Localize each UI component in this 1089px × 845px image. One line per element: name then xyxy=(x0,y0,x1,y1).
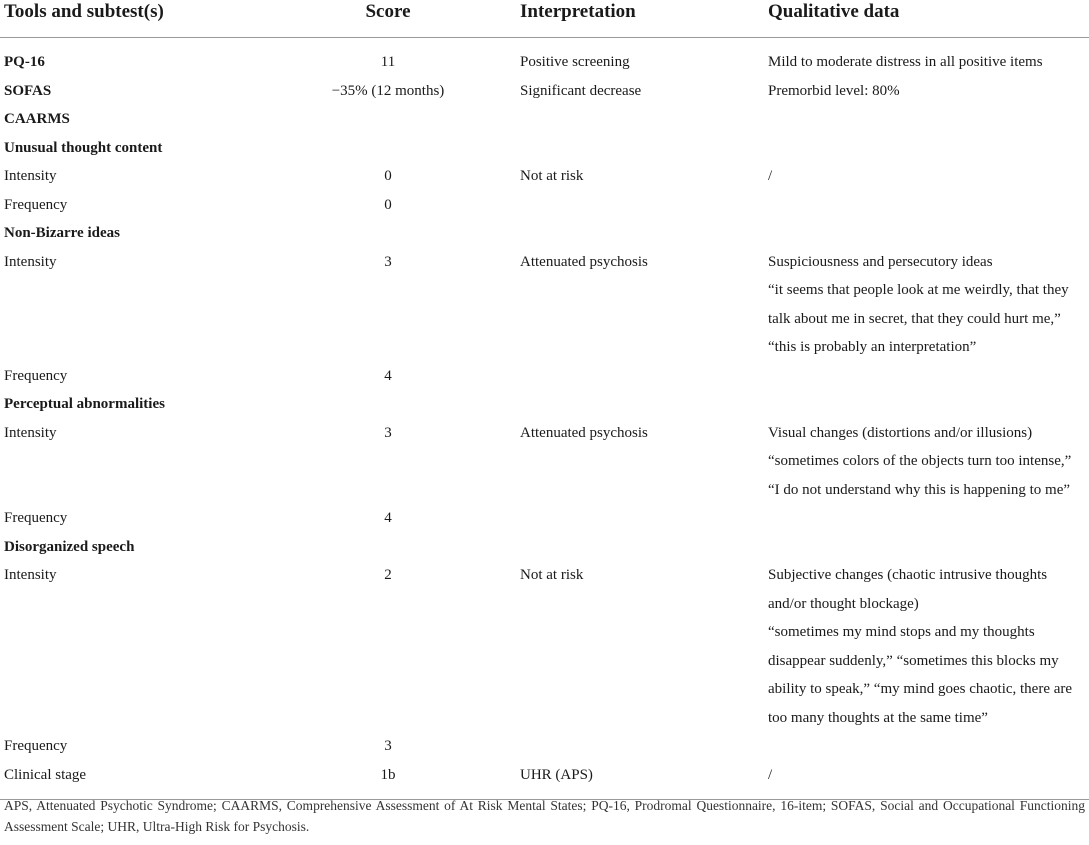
cell-score: 0 xyxy=(384,168,392,184)
qualitative-line: “sometimes colors of the objects turn too intense,” “I do not understand why this is happening to me” xyxy=(768,453,1072,498)
cell-tool: Intensity xyxy=(4,168,57,184)
header-qualitative: Qualitative data xyxy=(766,0,1089,38)
cell-qualitative xyxy=(766,219,1089,248)
cell-score: 2 xyxy=(384,567,392,583)
cell-tool: SOFAS xyxy=(4,82,52,99)
qualitative-line: Mild to moderate distress in all positive items xyxy=(768,54,1043,70)
cell-qualitative xyxy=(766,105,1089,134)
cell-qualitative xyxy=(766,191,1089,220)
cell-qualitative xyxy=(766,561,1089,732)
cell-qualitative xyxy=(766,248,1089,362)
qualitative-line: Visual changes (distortions and/or illusions) xyxy=(768,424,1033,441)
cell-score: 4 xyxy=(384,510,392,526)
cell-qualitative xyxy=(766,504,1089,533)
cell-qualitative xyxy=(766,38,1089,77)
cell-score: 3 xyxy=(384,253,392,270)
cell-interpretation xyxy=(518,533,766,562)
cell-interpretation xyxy=(518,504,766,533)
table-row xyxy=(0,105,1089,134)
cell-interpretation: Attenuated psychosis xyxy=(520,424,648,441)
cell-interpretation xyxy=(518,105,766,134)
cell-tool: Frequency xyxy=(4,738,68,754)
cell-score: 1b xyxy=(258,761,518,800)
cell-tool: Frequency xyxy=(4,196,68,213)
qualitative-line: / xyxy=(768,168,773,184)
qualitative-line: Suspiciousness and persecutory ideas xyxy=(768,253,993,270)
table-row xyxy=(0,191,1089,220)
cell-tool: PQ-16 xyxy=(4,54,45,70)
cell-interpretation xyxy=(518,219,766,248)
table-row xyxy=(0,77,1089,106)
qualitative-line: “sometimes my mind stops and my thoughts disappear suddenly,” “sometimes this blocks my ability to speak,” “my mind goes chaotic, there are too many thoughts at the same time” xyxy=(768,624,1073,726)
table-row xyxy=(0,732,1089,761)
cell-score: 11 xyxy=(380,54,396,70)
cell-qualitative xyxy=(766,162,1089,191)
cell-tool: Perceptual abnormalities xyxy=(4,396,165,412)
cell-tool: Non-Bizarre ideas xyxy=(4,225,120,241)
cell-interpretation xyxy=(518,390,766,419)
cell-qualitative xyxy=(766,419,1089,505)
cell-interpretation: Significant decrease xyxy=(520,82,642,99)
cell-interpretation: Positive screening xyxy=(520,54,630,70)
header-tools: Tools and subtest(s) xyxy=(0,0,258,38)
table-body xyxy=(0,38,1089,800)
cell-qualitative xyxy=(766,77,1089,106)
cell-score xyxy=(258,533,518,562)
cell-interpretation: UHR (APS) xyxy=(518,761,766,800)
cell-interpretation xyxy=(518,732,766,761)
header-interpretation: Interpretation xyxy=(518,0,766,38)
table-footnote: APS, Attenuated Psychotic Syndrome; CAARMS, Comprehensive Assessment of At Risk Mental States; PQ-16, Prodromal Questionnaire, 16-item; SOFAS, Social and Occupational Functioning Assessment Scale; UHR, Ultra-High Risk for Psychosis. xyxy=(4,798,1085,834)
cell-tool: Intensity xyxy=(4,253,57,270)
cell-score xyxy=(258,134,518,163)
cell-interpretation xyxy=(518,134,766,163)
qualitative-line: “it seems that people look at me weirdly, that they talk about me in secret, that they could hurt me,” “this is probably an interpretation” xyxy=(768,282,1069,355)
cell-qualitative xyxy=(766,533,1089,562)
cell-interpretation: Not at risk xyxy=(520,168,584,184)
table-row xyxy=(0,504,1089,533)
cell-interpretation: Attenuated psychosis xyxy=(520,253,648,270)
table-row xyxy=(0,38,1089,77)
cell-tool: Intensity xyxy=(4,567,57,583)
table-row xyxy=(0,761,1089,800)
table-row xyxy=(0,248,1089,362)
cell-qualitative xyxy=(766,761,1089,800)
cell-interpretation: Not at risk xyxy=(520,567,584,583)
table-row xyxy=(0,419,1089,505)
cell-tool: Frequency xyxy=(4,510,68,526)
table-row xyxy=(0,390,1089,419)
cell-score: 3 xyxy=(384,424,392,441)
cell-interpretation xyxy=(518,191,766,220)
qualitative-line: Subjective changes (chaotic intrusive thoughts and/or thought blockage) xyxy=(768,567,1048,612)
table-row xyxy=(0,533,1089,562)
cell-interpretation xyxy=(518,362,766,391)
cell-score: 3 xyxy=(384,738,392,754)
cell-tool: Clinical stage xyxy=(0,761,258,800)
qualitative-line: / xyxy=(768,766,773,783)
cell-score xyxy=(258,105,518,134)
table-row xyxy=(0,561,1089,732)
cell-score xyxy=(258,219,518,248)
table-row xyxy=(0,134,1089,163)
cell-tool: Intensity xyxy=(4,424,57,441)
table-header-row xyxy=(0,0,1089,38)
header-score: Score xyxy=(258,0,518,38)
table-row xyxy=(0,219,1089,248)
qualitative-line: Premorbid level: 80% xyxy=(768,82,900,99)
cell-tool: Frequency xyxy=(4,367,68,384)
cell-score: 0 xyxy=(384,196,392,213)
cell-qualitative xyxy=(766,390,1089,419)
cell-score: 4 xyxy=(384,367,392,384)
table-row xyxy=(0,162,1089,191)
table-row xyxy=(0,362,1089,391)
cell-score xyxy=(258,390,518,419)
cell-tool: Unusual thought content xyxy=(4,139,163,156)
cell-qualitative xyxy=(766,134,1089,163)
cell-qualitative xyxy=(766,732,1089,761)
cell-tool: Disorganized speech xyxy=(4,538,135,555)
cell-tool: CAARMS xyxy=(4,111,70,127)
cell-score: −35% (12 months) xyxy=(331,82,445,99)
cell-qualitative xyxy=(766,362,1089,391)
